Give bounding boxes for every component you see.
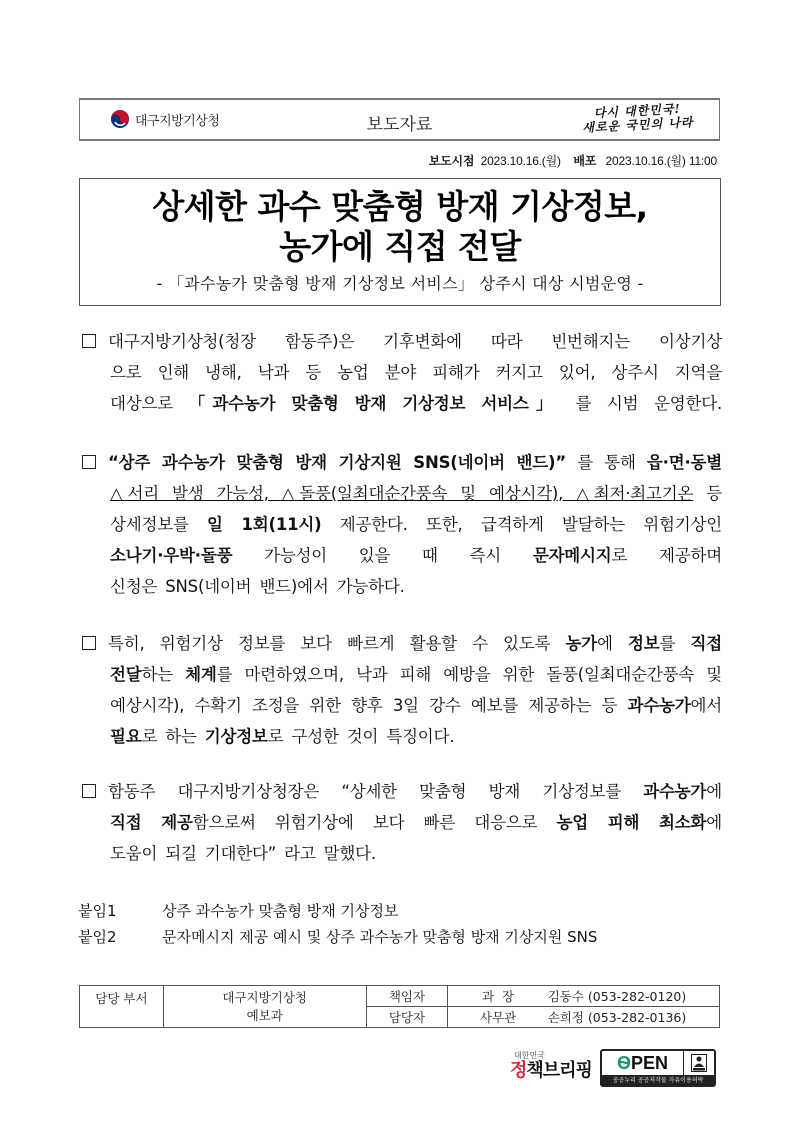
table-row <box>80 986 720 1007</box>
attachment-title: 상주 과수농가 맞춤형 방재 기상정보 <box>162 902 399 920</box>
attachment-item <box>78 924 597 950</box>
checkbox-bullet-icon <box>82 636 96 650</box>
attachment-item <box>78 898 597 924</box>
subheadline: - 「과수농가 맞춤형 방재 기상정보 서비스」 상주시 대상 시범운영 - <box>156 274 644 293</box>
attachment-title: 문자메시지 제공 예시 및 상주 과수농가 맞춤형 방재 기상지원 SNS <box>162 928 598 946</box>
embargo-date: 2023.10.16.(월) <box>480 154 561 168</box>
text-span: 직접 제공 <box>110 813 193 832</box>
text-span: 체계 <box>185 665 217 684</box>
contact-table <box>79 985 720 1028</box>
contact-name-cell: 손희정 (053-282-0136) <box>548 1007 720 1028</box>
text-span: 하는 <box>141 665 186 684</box>
text-span: 농업 피해 최소화 <box>556 813 707 832</box>
text-span: 상세정보를 <box>110 515 207 534</box>
text-span: 등 <box>693 484 722 503</box>
attribution-person-icon <box>684 1051 714 1075</box>
dept-name-line-1: 대구지방기상청 <box>222 989 307 1005</box>
slogan-line-2: 새로운 국민의 나라 <box>581 115 694 135</box>
checkbox-bullet-icon <box>82 334 96 348</box>
text-line: 신청은 SNS(네이버 밴드)에서 가능하다. <box>110 577 405 596</box>
body-paragraph-4 <box>82 776 722 869</box>
title-cell: 과 장 <box>448 986 548 1007</box>
embargo-label: 보도시점 <box>428 154 475 168</box>
attachment-label: 붙임2 <box>78 928 117 946</box>
text-span: 를 통해 <box>566 453 647 472</box>
text-span: 정보 <box>628 634 660 653</box>
text-span: 직접 <box>690 634 722 653</box>
text-span: 함동주 대구지방기상청장은 “상세한 맞춤형 방재 기상정보를 <box>108 782 644 801</box>
policy-logo-text: 정책브리핑 <box>510 1060 592 1081</box>
release-timing <box>429 152 717 169</box>
role-cell: 담당자 <box>366 1007 448 1028</box>
headline-line-1: 상세한 과수 맞춤형 방재 기상정보, <box>152 187 648 226</box>
text-span: 과수농가 <box>643 782 707 801</box>
service-name: 「과수농가 맞춤형 방재 기상정보 서비스」 <box>188 394 560 413</box>
forecast-items: △서리 발생 가능성, △돌풍(일최대순간풍속 및 예상시각), △최저·최고기온 <box>110 484 694 503</box>
text-span: 를 마련하였으며, 낙과 피해 예방을 위한 돌풍(일최대순간풍속 및 <box>216 665 722 684</box>
dept-name-cell <box>163 986 366 1028</box>
text-span: 함으로써 위험기상에 보다 빠른 대응으로 <box>192 813 557 832</box>
text-span: 로 하는 <box>141 727 205 746</box>
kogl-open-license-badge <box>600 1049 716 1087</box>
contact-name-cell: 김동수 (053-282-0120) <box>548 986 720 1007</box>
text-span: 예상시각), 수확기 조정을 위한 향후 3일 강수 예보를 제공하는 등 <box>110 696 628 715</box>
text-span: 제공한다. 또한, 급격하게 발달하는 위험기상인 <box>321 515 722 534</box>
text-span: 필요 <box>110 727 142 746</box>
text-span: 농가 <box>565 634 598 653</box>
text-span: 에 <box>706 782 722 801</box>
distribution-label: 배포 <box>573 154 597 168</box>
agency-name: 대구지방기상청 <box>135 113 220 129</box>
text-span: 에 <box>706 813 722 832</box>
body-paragraph-1 <box>82 326 722 419</box>
dept-name-line-2: 예보과 <box>246 1007 283 1023</box>
text-span: 에 <box>597 634 629 653</box>
open-license-caption: 공공누리 공공저작물 자유이용허락 <box>602 1076 714 1086</box>
text-span: 에서 <box>690 696 722 715</box>
text-span: 를 시범 운영한다. <box>575 394 722 413</box>
slogan-line-1: 다시 대한민국! <box>593 101 681 121</box>
dept-label-cell: 담당 부서 <box>80 986 164 1028</box>
attachments-list <box>78 898 597 950</box>
text-span: 소나기·우박·돌풍 <box>110 546 233 565</box>
body-paragraph-2 <box>82 447 722 602</box>
text-span: 과수농가 <box>627 696 691 715</box>
checkbox-bullet-icon <box>82 784 96 798</box>
text-span: 특히, 위험기상 정보를 보다 빠르게 활용할 수 있도록 <box>108 634 566 653</box>
checkbox-bullet-icon <box>82 455 96 469</box>
policy-logo-small-text: 대한민국 <box>514 1051 545 1060</box>
attachment-label: 붙임1 <box>78 902 117 920</box>
text-line: 대구지방기상청(청장 함동주)은 기후변화에 따라 빈번해지는 이상기상 <box>108 332 722 351</box>
government-slogan <box>581 101 693 135</box>
policy-briefing-logo <box>510 1050 592 1081</box>
press-release-header <box>79 98 720 141</box>
headline-line-2: 농가에 직접 전달 <box>279 227 521 266</box>
title-cell: 사무관 <box>448 1007 548 1028</box>
open-text: ѲPEN <box>602 1051 684 1075</box>
text-span: 읍·면·동별 <box>646 453 722 472</box>
text-span: 로 제공하며 <box>611 546 722 565</box>
headline-box <box>79 178 721 306</box>
sns-channel-name: “상주 과수농가 맞춤형 방재 기상지원 SNS(네이버 밴드)” <box>108 453 567 472</box>
text-line: 으로 인해 냉해, 낙과 등 농업 분야 피해가 커지고 있어, 상주시 지역을 <box>110 363 722 382</box>
text-span: 로 구성한 것이 특징이다. <box>267 727 455 746</box>
role-cell: 책임자 <box>366 986 448 1007</box>
distribution-date: 2023.10.16.(월) 11:00 <box>605 154 717 168</box>
text-span: 기상정보 <box>204 727 268 746</box>
text-span: 를 <box>659 634 691 653</box>
text-span: 대상으로 <box>110 394 189 413</box>
text-line: 도움이 되길 기대한다” 라고 말했다. <box>110 844 376 863</box>
text-span: 가능성이 있을 때 즉시 <box>232 546 533 565</box>
text-span: 문자메시지 <box>532 546 612 565</box>
text-span: 전달 <box>110 665 142 684</box>
press-release-label: 보도자료 <box>366 115 433 135</box>
body-paragraph-3 <box>82 628 722 752</box>
text-span: 일 1회(11시) <box>206 515 322 534</box>
